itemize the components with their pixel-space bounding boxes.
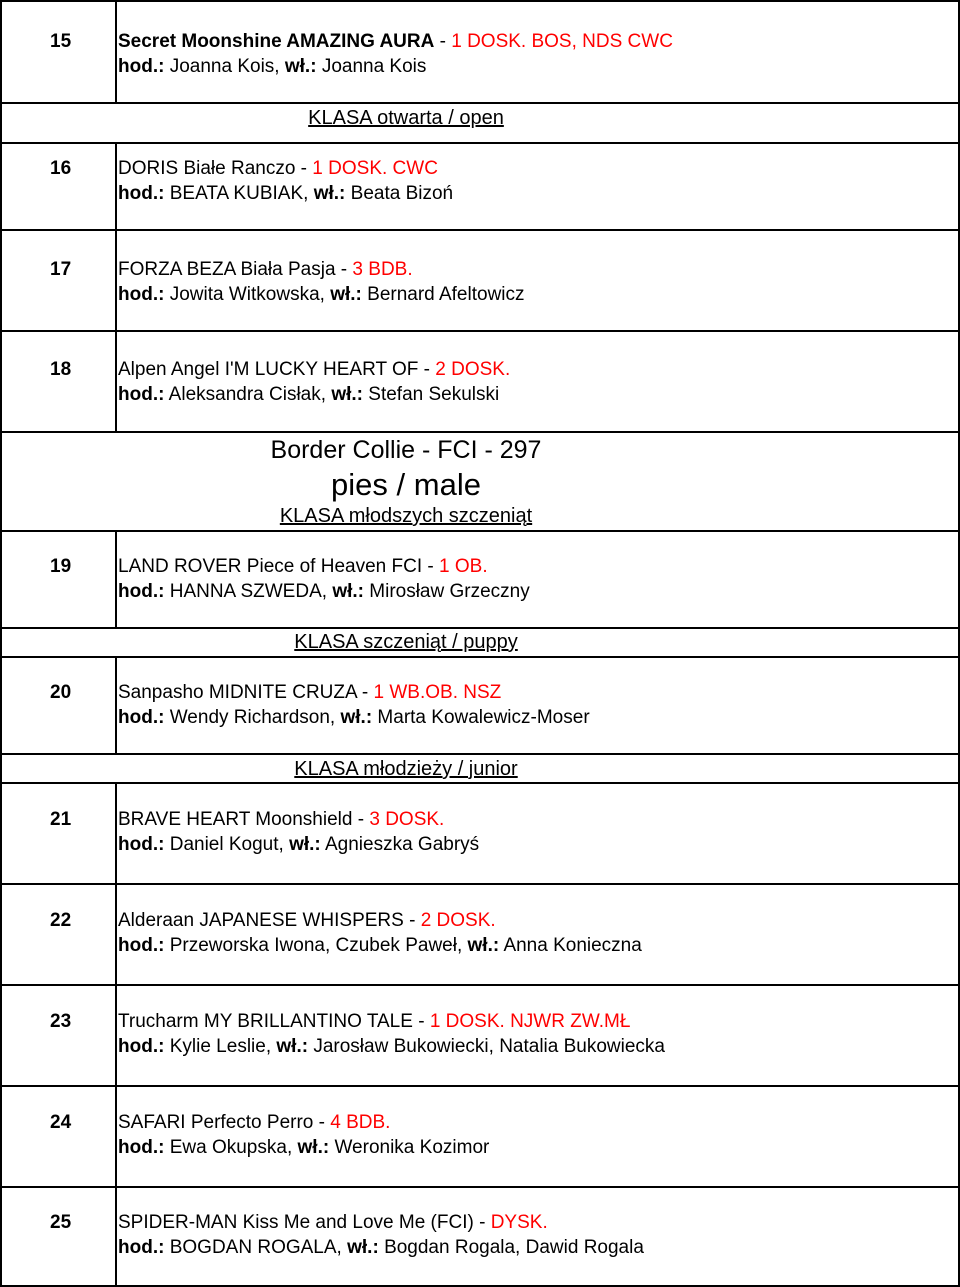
column-divider	[115, 530, 117, 628]
entry-number: 25	[50, 1212, 72, 1233]
class-heading-open: KLASA otwarta / open	[308, 107, 504, 129]
breeder: Wendy Richardson	[169, 707, 330, 728]
result: 2 DOSK.	[420, 910, 496, 931]
breeder: Joanna Kois	[169, 56, 275, 77]
entry-title: SPIDER-MAN Kiss Me and Love Me (FCI) - DYSK.	[118, 1212, 548, 1233]
result: 1 WB.OB. NSZ	[373, 682, 502, 703]
class-heading-junior: KLASA młodzieży / junior	[294, 758, 518, 780]
entry-number: 19	[50, 556, 72, 577]
breeder: Daniel Kogut	[169, 834, 279, 855]
entry-people: hod.: Ewa Okupska, wł.: Weronika Kozimor	[118, 1137, 490, 1158]
entry-people: hod.: Jowita Witkowska, wł.: Bernard Afeltowicz	[118, 284, 525, 305]
column-divider	[115, 782, 117, 1287]
column-divider	[115, 656, 117, 754]
column-divider	[115, 142, 117, 432]
result: 1 DOSK. NJWR ZW.MŁ	[429, 1011, 631, 1032]
entry-people: hod.: Aleksandra Cisłak, wł.: Stefan Sekulski	[118, 384, 500, 405]
result: 4 BDB.	[330, 1112, 391, 1133]
entry-number: 15	[50, 31, 72, 52]
row-divider	[0, 656, 960, 658]
dog-name: Alpen Angel I'M LUCKY HEART OF	[118, 359, 419, 380]
entry-people: hod.: Joanna Kois, wł.: Joanna Kois	[118, 56, 427, 77]
dog-name: BRAVE HEART Moonshield	[118, 809, 353, 830]
entry-people: hod.: BEATA KUBIAK, wł.: Beata Bizoń	[118, 183, 454, 204]
owner: Jarosław Bukowiecki, Natalia Bukowiecka	[313, 1036, 665, 1057]
row-divider	[0, 431, 960, 433]
entry-number: 21	[50, 809, 72, 830]
result: 1 OB.	[439, 556, 488, 577]
entry-number: 16	[50, 158, 72, 179]
row-divider	[0, 330, 960, 332]
entry-title: Sanpasho MIDNITE CRUZA - 1 WB.OB. NSZ	[118, 682, 502, 703]
breeder: BOGDAN ROGALA	[169, 1237, 337, 1258]
row-divider	[0, 530, 960, 532]
result: 3 BDB.	[352, 259, 413, 280]
column-divider	[115, 0, 117, 103]
entry-title: Trucharm MY BRILLANTINO TALE - 1 DOSK. NJWR ZW.MŁ	[118, 1011, 631, 1032]
owner: Marta Kowalewicz-Moser	[377, 707, 590, 728]
entry-title: Alderaan JAPANESE WHISPERS - 2 DOSK.	[118, 910, 496, 931]
entry-number: 23	[50, 1011, 72, 1032]
result: 1 DOSK. CWC	[312, 158, 438, 179]
owner: Beata Bizoń	[350, 183, 454, 204]
entry-title: SAFARI Perfecto Perro - 4 BDB.	[118, 1112, 391, 1133]
breeder: Kylie Leslie	[169, 1036, 266, 1057]
row-divider	[0, 782, 960, 784]
dog-name: LAND ROVER Piece of Heaven FCI	[118, 556, 423, 577]
result: 1 DOSK. BOS, NDS CWC	[451, 31, 673, 52]
class-heading-minor-puppy: KLASA młodszych szczeniąt	[279, 505, 533, 527]
class-heading-puppy: KLASA szczeniąt / puppy	[294, 631, 518, 653]
result: 2 DOSK.	[435, 359, 511, 380]
row-divider	[0, 229, 960, 231]
entry-number: 24	[50, 1112, 72, 1133]
row-divider	[0, 142, 960, 144]
entry-title: DORIS Białe Ranczo - 1 DOSK. CWC	[118, 158, 438, 179]
owner: Mirosław Grzeczny	[369, 581, 530, 602]
row-divider	[0, 753, 960, 755]
entry-people: hod.: BOGDAN ROGALA, wł.: Bogdan Rogala, Dawid Rogala	[118, 1237, 644, 1258]
dog-name: FORZA BEZA Biała Pasja	[118, 259, 336, 280]
owner: Stefan Sekulski	[368, 384, 500, 405]
breed-title: Border Collie - FCI - 297	[270, 436, 542, 464]
entry-people: hod.: Przeworska Iwona, Czubek Paweł, wł.: Anna Konieczna	[118, 935, 642, 956]
dog-name: SAFARI Perfecto Perro	[118, 1112, 314, 1133]
result: DYSK.	[490, 1212, 548, 1233]
entry-number: 22	[50, 910, 72, 931]
breeder: Ewa Okupska	[169, 1137, 287, 1158]
owner: Bernard Afeltowicz	[367, 284, 525, 305]
row-divider	[0, 0, 960, 2]
result: 3 DOSK.	[369, 809, 445, 830]
breeder: BEATA KUBIAK	[169, 183, 304, 204]
owner: Bogdan Rogala, Dawid Rogala	[384, 1237, 644, 1258]
entry-number: 18	[50, 359, 72, 380]
entry-people: hod.: Kylie Leslie, wł.: Jarosław Bukowiecki, Natalia Bukowiecka	[118, 1036, 665, 1057]
breeder: HANNA SZWEDA	[169, 581, 322, 602]
breeder: Aleksandra Cisłak	[168, 384, 321, 405]
entry-number: 20	[50, 682, 72, 703]
row-divider	[0, 984, 960, 986]
breeder: Przeworska Iwona, Czubek Paweł	[169, 935, 457, 956]
dog-name: Sanpasho MIDNITE CRUZA	[118, 682, 357, 703]
entry-people: hod.: Wendy Richardson, wł.: Marta Kowalewicz-Moser	[118, 707, 590, 728]
row-divider	[0, 102, 960, 104]
breeder: Jowita Witkowska	[169, 284, 320, 305]
owner: Anna Konieczna	[503, 935, 642, 956]
entry-number: 17	[50, 259, 72, 280]
sex-title: pies / male	[331, 467, 481, 502]
entry-title: Alpen Angel I'M LUCKY HEART OF - 2 DOSK.	[118, 359, 511, 380]
row-divider	[0, 883, 960, 885]
owner: Weronika Kozimor	[334, 1137, 490, 1158]
entry-title: LAND ROVER Piece of Heaven FCI - 1 OB.	[118, 556, 488, 577]
row-divider	[0, 1085, 960, 1087]
row-divider	[0, 1186, 960, 1188]
entry-title: FORZA BEZA Biała Pasja - 3 BDB.	[118, 259, 413, 280]
owner: Agnieszka Gabryś	[324, 834, 480, 855]
entry-people: hod.: HANNA SZWEDA, wł.: Mirosław Grzeczny	[118, 581, 530, 602]
dog-name: Trucharm MY BRILLANTINO TALE	[118, 1011, 413, 1032]
entry-people: hod.: Daniel Kogut, wł.: Agnieszka Gabryś	[118, 834, 480, 855]
dog-name: Alderaan JAPANESE WHISPERS	[118, 910, 404, 931]
dog-name: SPIDER-MAN Kiss Me and Love Me (FCI)	[118, 1212, 474, 1233]
dog-name: Secret Moonshine AMAZING AURA	[118, 31, 435, 52]
dog-name: DORIS Białe Ranczo	[118, 158, 296, 179]
entry-title: BRAVE HEART Moonshield - 3 DOSK.	[118, 809, 445, 830]
entry-title: Secret Moonshine AMAZING AURA - 1 DOSK. BOS, NDS CWC	[118, 31, 673, 52]
owner: Joanna Kois	[321, 56, 427, 77]
